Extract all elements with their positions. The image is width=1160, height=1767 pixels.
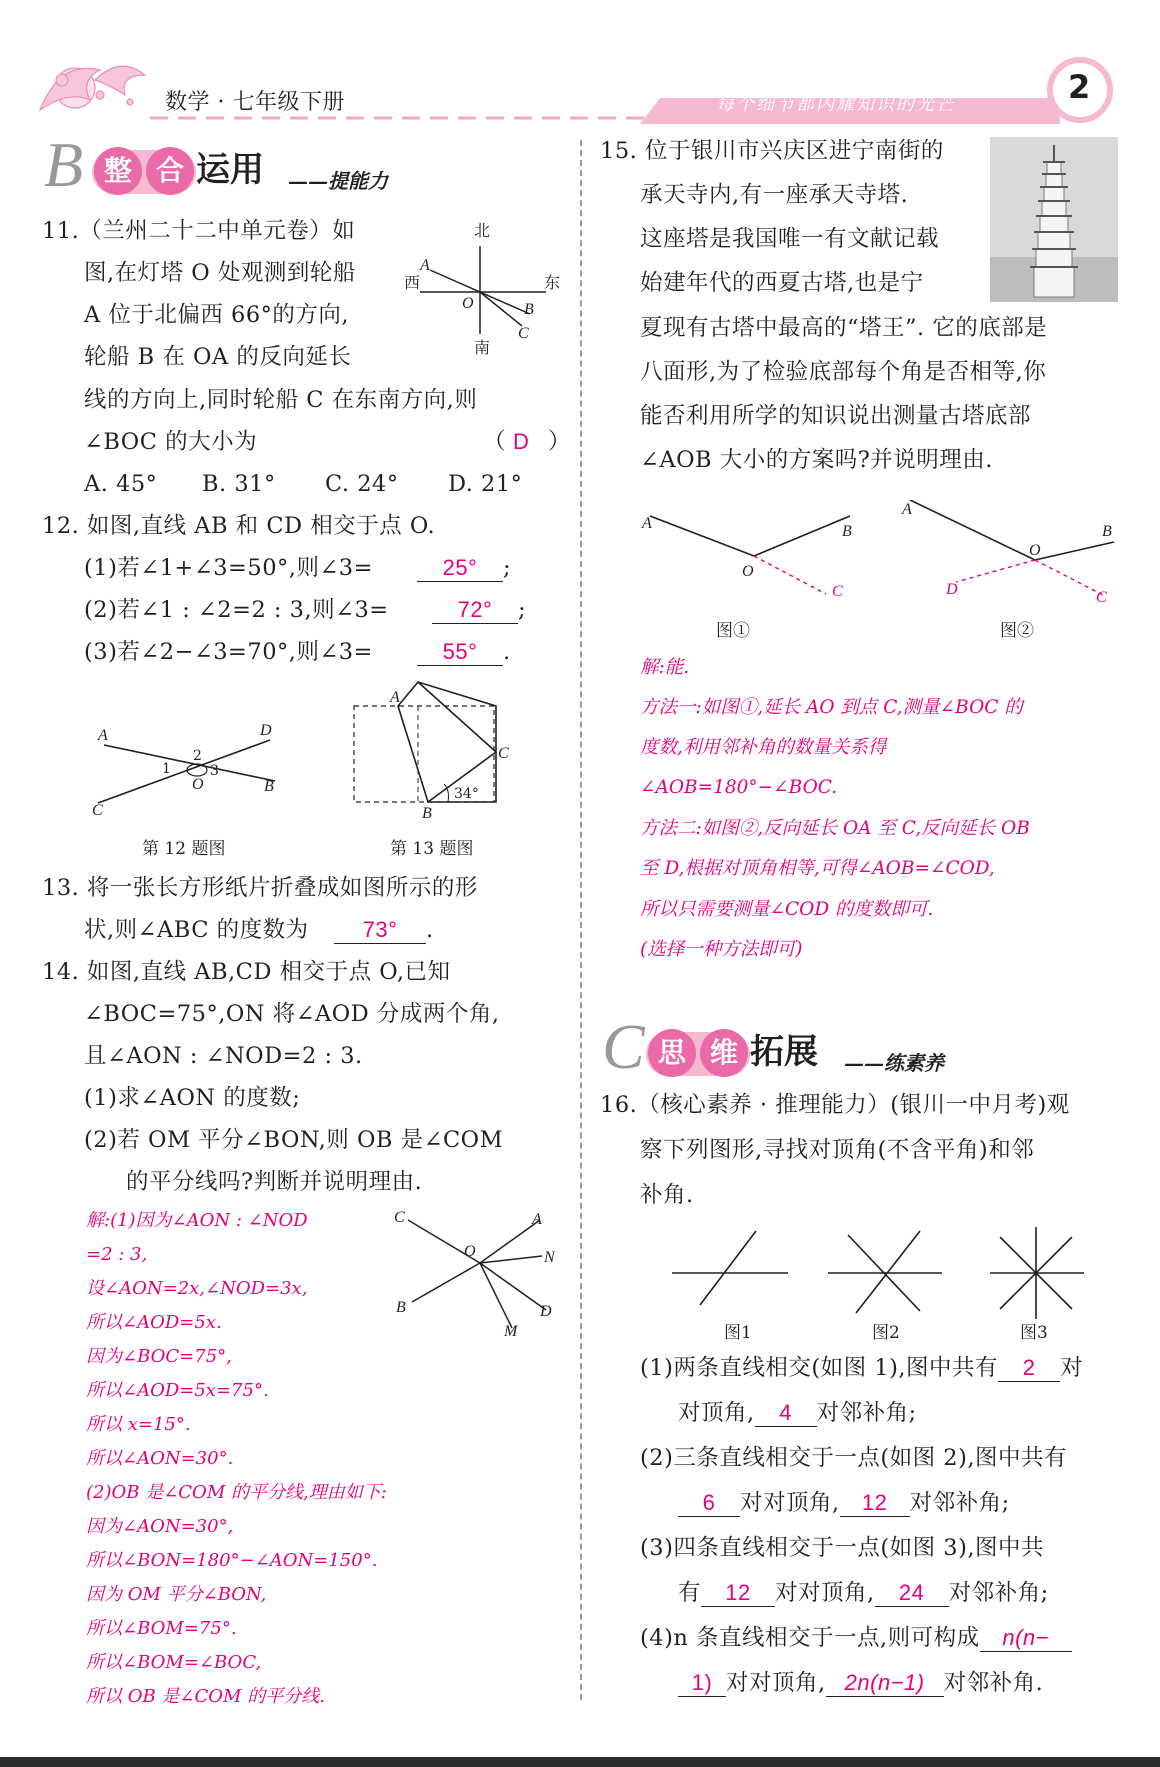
pagoda-photo-image [990, 137, 1118, 302]
svg-text:B: B [264, 778, 274, 795]
svg-text:O: O [192, 776, 204, 793]
book-title: 数学 · 七年级下册 [165, 90, 345, 115]
svg-text:C: C [832, 583, 843, 600]
section-badge-char: 整 [94, 147, 142, 195]
section-title: 运用 [196, 150, 264, 190]
section-subtitle: ——提能力 [288, 169, 388, 193]
bottom-bar [0, 1757, 1160, 1767]
answer-blank: 2n(n−1) [826, 1670, 944, 1697]
svg-text:C: C [498, 745, 509, 762]
answer-blank: 73° [334, 917, 426, 944]
answer-blank: 72° [432, 597, 518, 624]
svg-text:D: D [946, 581, 958, 598]
column-divider [580, 140, 582, 1700]
figure-caption: 图3 [1020, 1323, 1048, 1343]
svg-text:C: C [92, 802, 103, 819]
svg-text:B: B [422, 805, 432, 822]
figure-caption: 第 13 题图 [390, 839, 474, 859]
answer-blank: 24 [875, 1580, 949, 1607]
section-title: 拓展 [750, 1032, 818, 1072]
svg-text:A: A [532, 1211, 542, 1228]
svg-text:D: D [260, 722, 272, 739]
figure-caption: 图① [716, 621, 750, 641]
svg-text:B: B [396, 1299, 406, 1316]
option: C. 24° [325, 471, 399, 497]
answer-blank: 2 [998, 1355, 1060, 1382]
header-slogan: 每个细节都闪耀知识的光芒 [716, 94, 956, 115]
svg-text:A: A [420, 257, 430, 274]
section-c-heading [600, 1012, 1140, 1084]
answer-blank: 1) [678, 1670, 726, 1697]
svg-text:西: 西 [404, 273, 421, 292]
svg-text:M: M [504, 1323, 518, 1340]
answer-blank: n(n− [980, 1625, 1072, 1652]
figure-14 [390, 1206, 570, 1341]
answer-blank: 55° [417, 639, 503, 666]
svg-text:D: D [540, 1303, 552, 1320]
svg-text:O: O [742, 563, 754, 580]
figure-12 [90, 715, 290, 825]
figure-caption: 第 12 题图 [142, 839, 226, 859]
section-letter: B [44, 129, 84, 200]
answer-blank: 6 [678, 1490, 740, 1517]
answer-choice: D [513, 429, 530, 454]
section-b-heading [42, 130, 602, 202]
svg-text:O: O [1029, 542, 1041, 559]
svg-text:3: 3 [210, 763, 219, 779]
compass-figure [396, 214, 566, 364]
section-subtitle: ——练素养 [844, 1051, 944, 1075]
svg-text:34°: 34° [454, 786, 479, 802]
svg-text:N: N [544, 1249, 555, 1266]
answer-blank: 4 [755, 1400, 817, 1427]
answer-blank: 12 [701, 1580, 775, 1607]
figure-caption: 图2 [872, 1323, 900, 1343]
option: A. 45° [84, 471, 158, 497]
section-badge-char: 思 [648, 1029, 696, 1077]
figure-caption: 图1 [724, 1323, 752, 1343]
answer-blank: 12 [840, 1490, 910, 1517]
section-badge-char: 合 [146, 147, 194, 195]
section-badge-char: 维 [700, 1029, 748, 1077]
figure-16 [660, 1225, 1100, 1320]
figure-15 [640, 500, 1120, 620]
answer-blank: 25° [417, 555, 503, 582]
svg-text:北: 北 [474, 221, 491, 240]
svg-text:A: A [902, 501, 912, 518]
svg-text:O: O [464, 1243, 476, 1260]
svg-text:C: C [518, 325, 529, 342]
figure-caption: 图② [1000, 621, 1034, 641]
option: B. 31° [202, 471, 276, 497]
svg-text:A: A [98, 727, 108, 744]
option: D. 21° [448, 471, 523, 497]
svg-text:东: 东 [544, 273, 561, 292]
svg-text:南: 南 [474, 338, 491, 357]
svg-text:C: C [1096, 589, 1107, 606]
figure-13 [348, 672, 528, 822]
svg-text:B: B [842, 523, 852, 540]
section-letter: C [602, 1011, 645, 1082]
svg-text:B: B [1102, 523, 1112, 540]
svg-text:1: 1 [162, 761, 171, 777]
svg-text:O: O [462, 295, 474, 312]
page-number: 2 [1068, 68, 1091, 106]
svg-text:A: A [390, 689, 400, 706]
floral-ornament-icon [40, 66, 145, 110]
svg-text:A: A [642, 515, 652, 532]
svg-text:B: B [524, 301, 534, 318]
svg-text:2: 2 [193, 748, 202, 764]
svg-text:C: C [394, 1209, 405, 1226]
